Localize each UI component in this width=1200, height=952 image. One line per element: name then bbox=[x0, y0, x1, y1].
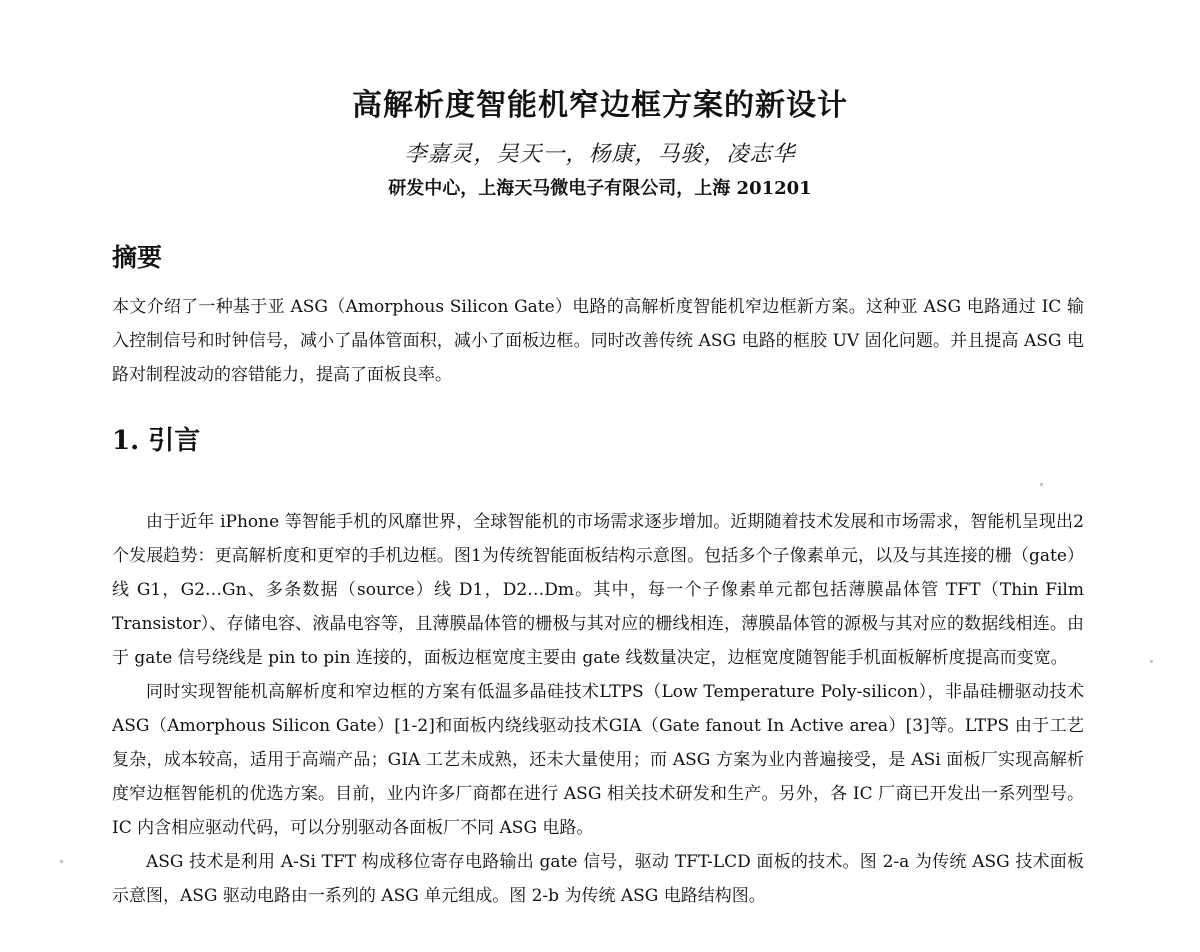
abstract-text: 本文介绍了一种基于亚 ASG（Amorphous Silicon Gate）电路的高解析度智能机窄边框新方案。这种亚 ASG 电路通过 IC 输入控制信号和时钟信号，减小了晶体管面积，减小了面板边框。同时改善传统 ASG 电路的框胶 UV 固化问题。并且提高 ASG 电路对制程波动的容错能力，提高了面板良率。 bbox=[112, 297, 1084, 385]
affiliation: 研发中心，上海天马微电子有限公司，上海 201201 bbox=[388, 178, 812, 199]
intro-paragraph-1: 由于近年 iPhone 等智能手机的风靡世界，全球智能机的市场需求逐步增加。近期随着技术发展和市场需求，智能机呈现出2个发展趋势：更高解析度和更窄的手机边框。图1为传统智能面板结构示意图。包括多个子像素单元，以及与其连接的栅（gate）线 G1，G2…Gn、多条数据（source）线 D1，D2…Dm。其中，每一个子像素单元都包括薄膜晶体管 TFT（Thin Film Transistor）、存储电容、液晶电容等，且薄膜晶体管的栅极与其对应的栅线相连，薄膜晶体管的源极与其对应的数据线相连。由于 gate 信号绕线是 pin to pin 连接的，面板边框宽度主要由 gate 线数量决定，边框宽度随智能手机面板解析度提高而变宽。 bbox=[112, 512, 1085, 668]
scan-speck bbox=[1040, 483, 1043, 486]
scan-speck bbox=[1150, 660, 1153, 663]
author-list: 李嘉灵，吴天一，杨康，马骏，凌志华 bbox=[404, 142, 796, 167]
intro-heading: 1. 引言 bbox=[112, 426, 201, 456]
intro-paragraph-2: 同时实现智能机高解析度和窄边框的方案有低温多晶硅技术LTPS（Low Temperature Poly-silicon），非晶硅栅驱动技术ASG（Amorphous Silicon Gate）[1-2]和面板内绕线驱动技术GIA（Gate fanout In Active area）[3]等。LTPS 由于工艺复杂，成本较高，适用于高端产品；GIA 工艺未成熟，还未大量使用；而 ASG 方案为业内普遍接受，是 ASi 面板厂实现高解析度窄边框智能机的优选方案。目前，业内许多厂商都在进行 ASG 相关技术研发和生产。另外，各 IC 厂商已开发出一系列型号。IC 内含相应驱动代码，可以分别驱动各面板厂不同 ASG 电路。 bbox=[112, 682, 1084, 838]
intro-body bbox=[112, 505, 1084, 913]
paper-title: 高解析度智能机窄边框方案的新设计 bbox=[352, 88, 848, 123]
abstract-heading: 摘要 bbox=[112, 243, 163, 272]
intro-paragraph-3: ASG 技术是利用 A-Si TFT 构成移位寄存电路输出 gate 信号，驱动 TFT-LCD 面板的技术。图 2-a 为传统 ASG 技术面板示意图，ASG 驱动电路由一系列的 ASG 单元组成。图 2-b 为传统 ASG 电路结构图。 bbox=[112, 852, 1084, 906]
scan-speck bbox=[60, 860, 63, 863]
